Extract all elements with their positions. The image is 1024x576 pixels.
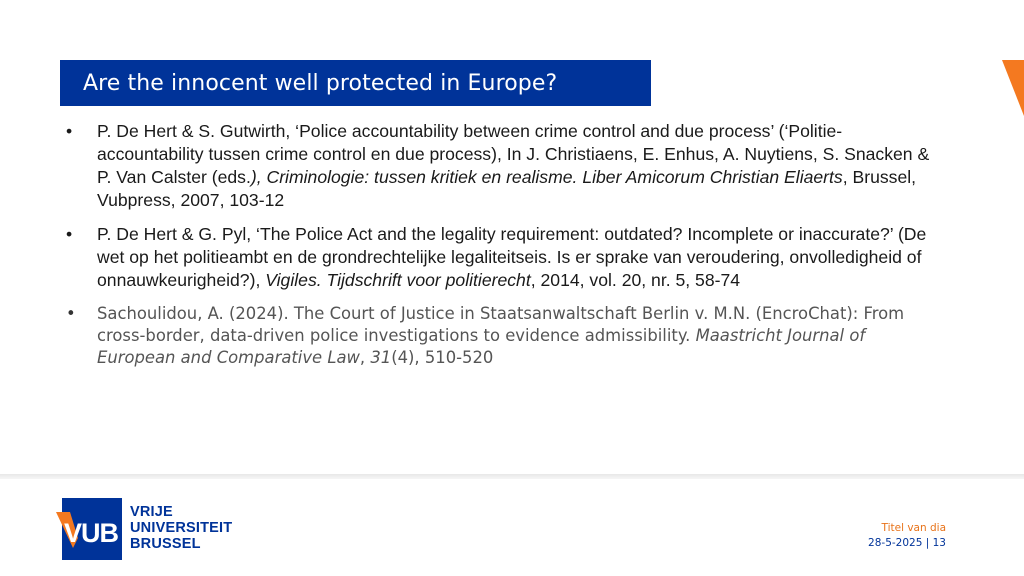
footer-date-page: [868, 536, 946, 551]
reference-text: P. De Hert & G. Pyl, ‘The Police Act and the legality requirement: outdated? Incomplete or inaccurate?’ (De wet op het politieambt en de grondrechtelijke legaliteitseis. Is er sprake van veroudering, onvolledigheid of onnauwkeurigheid?),: [97, 224, 927, 290]
reference-text: P. De Hert & S. Gutwirth, ‘Police accountability between crime control and due process’ (‘Politie-accountability tussen crime control en due process), In J. Christiaens, E. Enhus, A. Nuytiens, S. Snacken & P. Van Calster (eds.: [97, 121, 930, 187]
university-name: [130, 504, 232, 552]
university-name-line: BRUSSEL: [130, 536, 201, 552]
vub-logo-text: VUB: [64, 518, 119, 548]
footer-divider: [0, 474, 1024, 479]
reference-italic: ), Criminologie: tussen kritiek en realisme. Liber Amicorum Christian Eliaerts: [250, 167, 843, 187]
vub-logo-mark: [56, 498, 122, 560]
page-title: Are the innocent well protected in Europe?: [83, 70, 558, 96]
footer-slide-title: Titel van dia: [881, 522, 946, 534]
bullet-icon: •: [66, 121, 73, 141]
vub-logo: [56, 498, 233, 560]
footer-info: [868, 521, 946, 551]
reference-italic: 31: [370, 348, 392, 367]
reference-text: , 2014, vol. 20, nr. 5, 58-74: [530, 270, 741, 290]
bullet-icon: •: [66, 224, 73, 244]
reference-italic: Maastricht Journal of European and Comparative Law: [97, 326, 866, 367]
reference-text: Sachoulidou, A. (2024). The Court of Justice in Staatsanwaltschaft Berlin v. M.N. (EncroChat): From cross-border, data-driven police investigations to evidence admissibility.: [97, 304, 905, 345]
reference-list: [66, 120, 936, 380]
footer-date: 28-5-2025: [868, 537, 923, 549]
reference-text: (4), 510-520: [391, 348, 494, 367]
reference-text: ,: [359, 348, 371, 367]
footer-separator: |: [925, 537, 930, 549]
reference-italic: Vigiles. Tijdschrift voor politierecht: [265, 270, 531, 290]
university-name-line: UNIVERSITEIT: [130, 520, 233, 536]
reference-item: [66, 120, 936, 212]
reference-item: [66, 223, 936, 292]
reference-text: , Brussel, Vubpress, 2007, 103-12: [97, 167, 917, 210]
reference-item: [66, 303, 936, 369]
university-name-line: VRIJE: [130, 504, 173, 520]
title-banner: [60, 60, 651, 106]
page-number: 13: [932, 537, 946, 549]
bullet-icon: •: [66, 304, 76, 323]
orange-corner-shape: [1002, 60, 1024, 116]
